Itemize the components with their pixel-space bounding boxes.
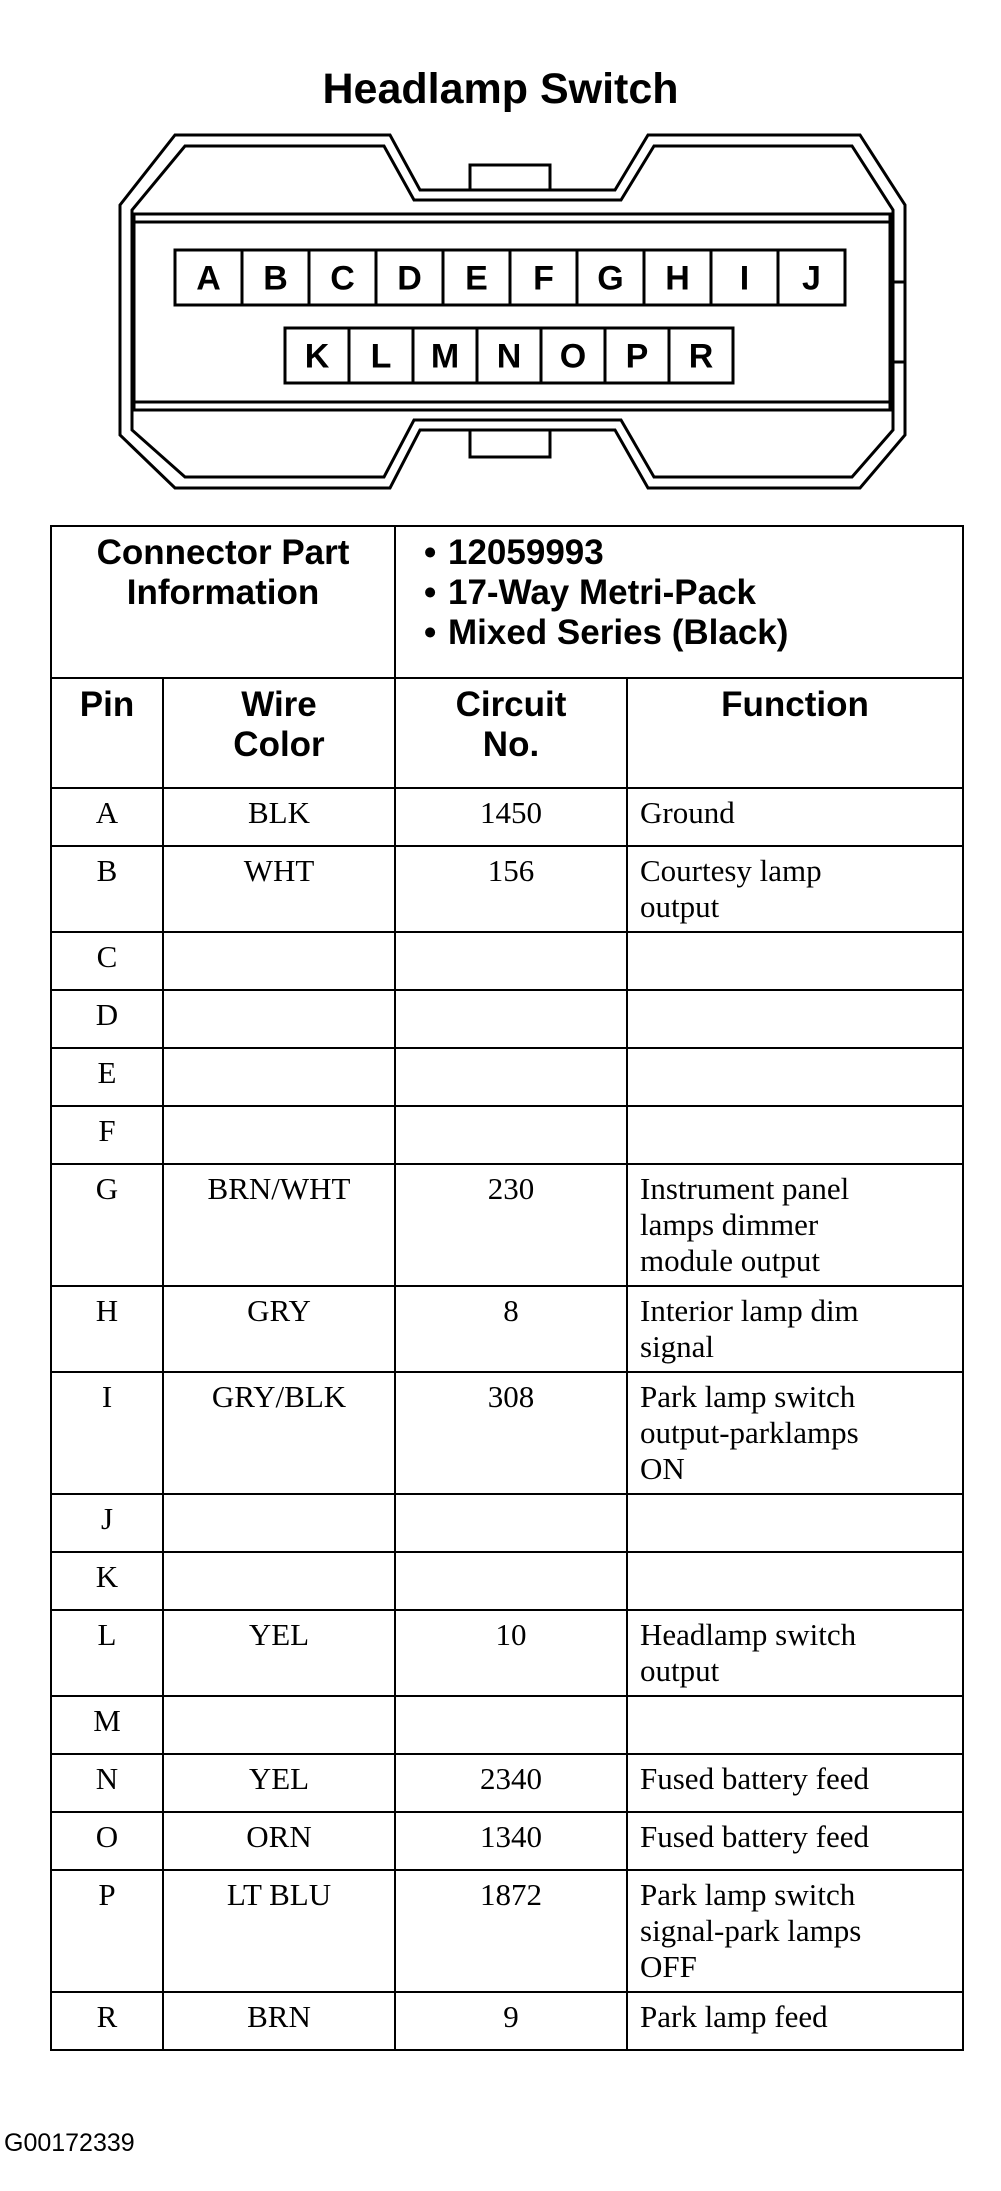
function-cell	[627, 1372, 963, 1494]
function-cell	[627, 1754, 963, 1812]
column-header-pin: Pin	[51, 678, 163, 788]
pin-k: K	[304, 337, 330, 376]
connector-part-number: • 12059993	[448, 533, 962, 573]
table-row	[51, 1610, 963, 1696]
pin-cell: G	[51, 1164, 163, 1286]
function-cell	[627, 1812, 963, 1870]
function-cell	[627, 1494, 963, 1552]
function-cell	[627, 1164, 963, 1286]
table-row	[51, 990, 963, 1048]
pin-cell: C	[51, 932, 163, 990]
pin-i: I	[739, 259, 750, 298]
function-cell	[627, 1696, 963, 1754]
function-line: Courtesy lamp	[640, 853, 822, 888]
pin-cell: H	[51, 1286, 163, 1372]
pin-r: R	[688, 337, 714, 376]
wire-color-cell: YEL	[163, 1754, 395, 1812]
pin-cell: B	[51, 846, 163, 932]
function-cell	[627, 788, 963, 846]
pin-n: N	[496, 337, 522, 376]
wire-color-cell: LT BLU	[163, 1870, 395, 1992]
circuit-cell: 10	[395, 1610, 627, 1696]
function-line: signal-park lamps	[640, 1913, 862, 1948]
circuit-cell	[395, 990, 627, 1048]
pin-a: A	[196, 259, 221, 298]
pin-h: H	[665, 259, 690, 298]
pin-cell: N	[51, 1754, 163, 1812]
pin-m: M	[430, 337, 460, 376]
wire-color-cell	[163, 1106, 395, 1164]
circuit-cell	[395, 1494, 627, 1552]
pin-row-top	[175, 250, 845, 305]
connector-latch-bottom	[470, 430, 550, 457]
table-row	[51, 1812, 963, 1870]
wire-color-cell: BRN	[163, 1992, 395, 2050]
function-line: Interior lamp dim	[640, 1293, 859, 1328]
function-line: Ground	[640, 795, 735, 830]
pin-d: D	[397, 259, 422, 298]
table-row	[51, 1286, 963, 1372]
pin-f: F	[533, 259, 554, 298]
table-row	[51, 1164, 963, 1286]
wire-color-cell: BLK	[163, 788, 395, 846]
wire-color-cell: BRN/WHT	[163, 1164, 395, 1286]
function-cell	[627, 1286, 963, 1372]
connector-info-value	[395, 526, 963, 678]
wire-color-cell: GRY/BLK	[163, 1372, 395, 1494]
pin-c: C	[330, 259, 355, 298]
function-cell	[627, 1992, 963, 2050]
function-cell	[627, 990, 963, 1048]
pin-cell: I	[51, 1372, 163, 1494]
pin-cell: K	[51, 1552, 163, 1610]
circuit-cell: 1872	[395, 1870, 627, 1992]
wire-color-cell	[163, 1552, 395, 1610]
table-row	[51, 1552, 963, 1610]
connector-diagram	[0, 120, 1001, 500]
pin-p: P	[625, 337, 649, 376]
connector-cavity	[134, 214, 890, 410]
circuit-cell	[395, 1552, 627, 1610]
function-line: Headlamp switch	[640, 1617, 857, 1652]
function-line: module output	[640, 1243, 820, 1278]
circuit-cell	[395, 1696, 627, 1754]
circuit-cell	[395, 932, 627, 990]
table-row	[51, 932, 963, 990]
pin-cell: D	[51, 990, 163, 1048]
circuit-cell: 2340	[395, 1754, 627, 1812]
wire-color-cell: ORN	[163, 1812, 395, 1870]
pin-j: J	[802, 259, 821, 298]
wire-color-cell	[163, 1696, 395, 1754]
pin-cell: L	[51, 1610, 163, 1696]
function-cell	[627, 1610, 963, 1696]
diagram-title: Headlamp Switch	[322, 65, 679, 113]
connector-housing-outer	[120, 135, 905, 488]
pin-cell: M	[51, 1696, 163, 1754]
function-cell	[627, 1048, 963, 1106]
pin-e: E	[465, 259, 488, 298]
function-line: lamps dimmer	[640, 1207, 819, 1242]
connector-info-row	[51, 526, 963, 678]
column-header-circuit: Circuit No.	[395, 678, 627, 788]
circuit-cell: 9	[395, 1992, 627, 2050]
column-header-wire-color: Wire Color	[163, 678, 395, 788]
table-row	[51, 1992, 963, 2050]
pin-cell: F	[51, 1106, 163, 1164]
pin-cell: E	[51, 1048, 163, 1106]
circuit-cell	[395, 1106, 627, 1164]
table-row	[51, 1106, 963, 1164]
pin-g: G	[597, 259, 624, 298]
pin-row-bottom	[285, 328, 733, 383]
table-row	[51, 1870, 963, 1992]
circuit-cell: 230	[395, 1164, 627, 1286]
function-line: output	[640, 889, 720, 924]
table-row	[51, 788, 963, 846]
wire-color-cell: YEL	[163, 1610, 395, 1696]
function-line: Instrument panel	[640, 1171, 850, 1206]
figure-code: G00172339	[4, 2129, 135, 2157]
table-row	[51, 1696, 963, 1754]
wire-color-cell	[163, 1048, 395, 1106]
function-line: Park lamp feed	[640, 1999, 828, 2034]
connector-series: • Mixed Series (Black)	[448, 613, 962, 653]
connector-type: • 17-Way Metri-Pack	[448, 573, 962, 613]
wire-color-cell	[163, 1494, 395, 1552]
wire-color-cell: GRY	[163, 1286, 395, 1372]
function-cell	[627, 1552, 963, 1610]
wire-color-cell: WHT	[163, 846, 395, 932]
table-row	[51, 1372, 963, 1494]
function-cell	[627, 846, 963, 932]
table-header-row	[51, 678, 963, 788]
function-cell	[627, 1106, 963, 1164]
function-line: Fused battery feed	[640, 1761, 869, 1796]
circuit-cell: 308	[395, 1372, 627, 1494]
function-line: output	[640, 1653, 720, 1688]
table-row	[51, 1048, 963, 1106]
pin-cell: A	[51, 788, 163, 846]
table-row	[51, 1494, 963, 1552]
function-line: Fused battery feed	[640, 1819, 869, 1854]
function-cell	[627, 1870, 963, 1992]
function-line: OFF	[640, 1949, 697, 1984]
wire-color-cell	[163, 990, 395, 1048]
table-row	[51, 846, 963, 932]
function-line: Park lamp switch	[640, 1877, 856, 1912]
circuit-cell: 1450	[395, 788, 627, 846]
pin-cell: J	[51, 1494, 163, 1552]
column-header-function: Function	[627, 678, 963, 788]
function-line: output-parklamps	[640, 1415, 859, 1450]
circuit-cell: 8	[395, 1286, 627, 1372]
function-line: ON	[640, 1451, 685, 1486]
pin-cell: P	[51, 1870, 163, 1992]
connector-info-label: Connector Part Information	[51, 526, 395, 678]
connector-latch-top	[470, 165, 550, 190]
circuit-cell: 156	[395, 846, 627, 932]
circuit-cell	[395, 1048, 627, 1106]
function-cell	[627, 932, 963, 990]
circuit-cell: 1340	[395, 1812, 627, 1870]
pin-o: O	[559, 337, 587, 376]
connector-housing-inner	[132, 146, 893, 477]
function-line: Park lamp switch	[640, 1379, 856, 1414]
function-line: signal	[640, 1329, 715, 1364]
table-row	[51, 1754, 963, 1812]
pin-l: L	[370, 337, 392, 376]
pin-cell: O	[51, 1812, 163, 1870]
pin-rows	[51, 788, 963, 2050]
wire-color-cell	[163, 932, 395, 990]
pin-cell: R	[51, 1992, 163, 2050]
connector-pin-table	[50, 525, 964, 2051]
pin-b: B	[263, 259, 288, 298]
